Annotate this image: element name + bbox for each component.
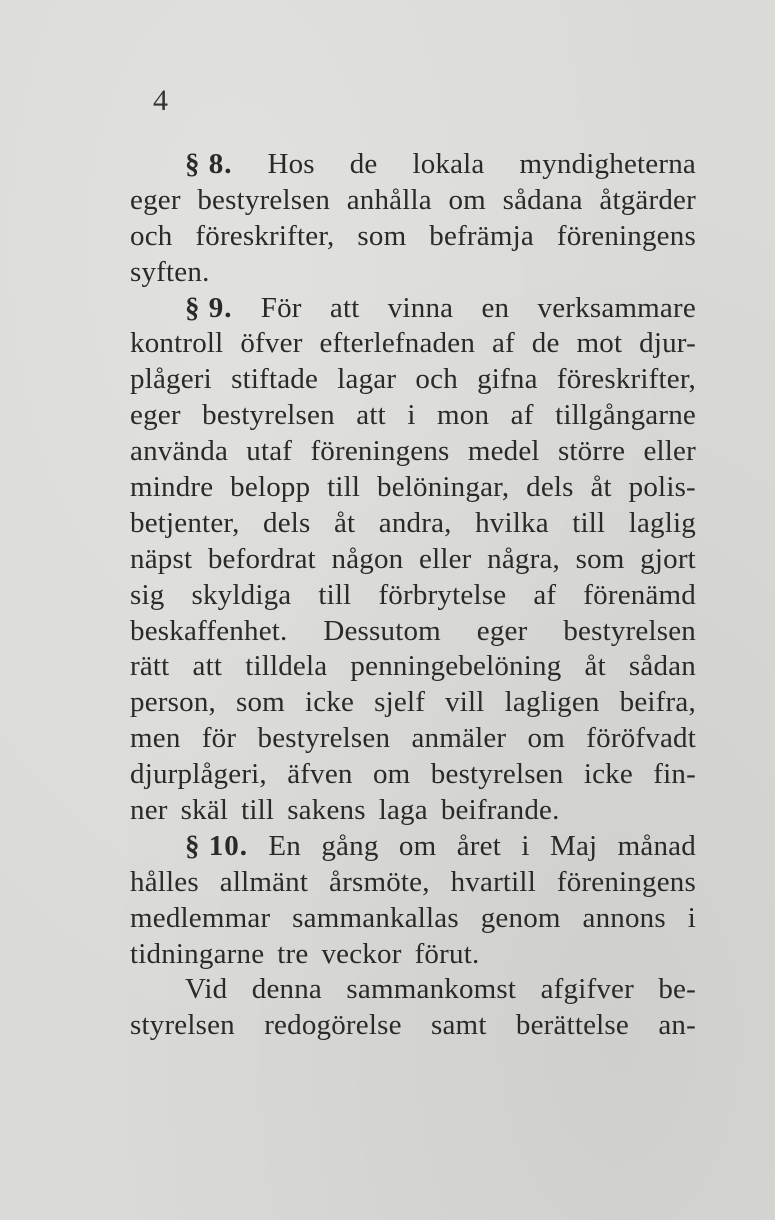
text-line: [130, 506, 696, 542]
section-marker: § 10.: [185, 829, 248, 862]
word: person,: [130, 686, 216, 719]
word: eller: [643, 435, 696, 468]
word: vill: [445, 686, 485, 719]
word: befrämja: [429, 219, 534, 252]
word: polis-: [628, 471, 696, 504]
text-line: [130, 219, 696, 255]
word: styrelsen: [130, 1009, 235, 1042]
word: bestyrelsen: [430, 758, 564, 791]
word: de: [531, 327, 560, 360]
word: året: [456, 829, 501, 862]
word: till: [318, 578, 352, 611]
word: Hos: [267, 148, 315, 180]
word: lagar: [337, 363, 397, 396]
word: sammankomst: [346, 973, 517, 1006]
word: efterlefnaden: [319, 327, 476, 360]
word: att: [329, 291, 360, 324]
word: föreskrifter,: [556, 363, 696, 396]
word: någon: [331, 542, 404, 575]
word: sjelf: [374, 686, 426, 719]
text-line: [130, 865, 696, 901]
word: att: [356, 399, 386, 432]
word: rätt: [130, 650, 170, 683]
word: be-: [658, 973, 696, 1006]
word: en: [481, 291, 510, 324]
word: förbrytelse: [378, 578, 507, 611]
word: dels: [526, 471, 574, 504]
word: annons: [582, 901, 666, 934]
text-line: [130, 542, 696, 578]
text-line: [130, 147, 696, 183]
text-line: [130, 578, 696, 614]
word: i: [687, 901, 696, 934]
word: men: [130, 722, 181, 755]
text-line: [130, 972, 696, 1008]
word: eller: [419, 542, 472, 575]
word: afgifver: [540, 973, 634, 1006]
word: hålles: [130, 865, 199, 898]
word: beskaffenhet.: [130, 614, 288, 647]
section-marker: § 9.: [185, 291, 233, 324]
word: laglig: [628, 506, 696, 539]
word: och: [415, 363, 458, 396]
word: betjenter,: [130, 506, 240, 539]
word: af: [533, 578, 557, 611]
text-line: [130, 649, 696, 685]
word: om: [448, 183, 486, 216]
word: förut.: [414, 937, 480, 970]
word: månad: [617, 829, 696, 862]
word: några,: [487, 542, 560, 575]
word: hvartill: [450, 865, 536, 898]
word: de: [349, 148, 378, 180]
word: för: [201, 722, 237, 755]
word: redogörelse: [264, 1009, 402, 1042]
word: fin-: [653, 758, 696, 791]
word: hvilka: [475, 506, 549, 539]
text-line: [130, 614, 696, 650]
word: öfver: [240, 327, 303, 360]
word: använda: [130, 435, 229, 468]
word: af: [510, 399, 534, 432]
word: sådana: [502, 183, 583, 216]
word: årsmöte,: [329, 865, 430, 898]
text-line: [130, 291, 696, 327]
word: till: [327, 471, 361, 504]
text-line: [130, 326, 696, 362]
word: sammankallas: [292, 901, 459, 934]
word: i: [521, 829, 530, 862]
word: om: [398, 829, 437, 862]
word: befordrat: [207, 542, 316, 575]
word: kontroll: [130, 327, 224, 360]
word: och: [130, 219, 173, 252]
text-line: [130, 685, 696, 721]
word: föreningens: [556, 865, 696, 898]
word: an-: [658, 1009, 696, 1042]
word: mot: [576, 327, 623, 360]
word: belopp: [230, 471, 311, 504]
word: stiftade: [231, 363, 319, 396]
text-line: [130, 183, 696, 219]
text-line: [130, 362, 696, 398]
text-line: [130, 470, 696, 506]
word: bestyrelsen: [197, 183, 331, 216]
body-text: [130, 147, 696, 1044]
word: skyldiga: [191, 578, 292, 611]
word: af: [491, 327, 515, 360]
word: tilldela: [245, 650, 328, 683]
word: som: [357, 219, 407, 252]
word: lokala: [412, 148, 485, 180]
word: åt: [590, 471, 612, 504]
word: anmäler: [411, 722, 507, 755]
word: medel: [467, 435, 540, 468]
text-line: [130, 757, 696, 793]
word: gifna: [477, 363, 538, 396]
word: sig: [130, 578, 165, 611]
word: tidningarne: [130, 937, 265, 970]
word: medlemmar: [130, 901, 271, 934]
word: anhålla: [346, 183, 432, 216]
word: beifra,: [619, 686, 696, 719]
word: i: [407, 399, 416, 432]
word: eger: [130, 183, 181, 216]
word: denna: [251, 973, 323, 1006]
text-line: [130, 793, 696, 829]
word: åtgärder: [599, 183, 696, 216]
word: icke: [583, 758, 633, 791]
word: gång: [321, 829, 379, 862]
text-line: [130, 255, 696, 291]
word: sådan: [628, 650, 696, 683]
word: Dessutom: [323, 614, 441, 647]
word: mindre: [130, 471, 214, 504]
word: djurplågeri,: [130, 758, 267, 791]
word: Maj: [549, 829, 598, 862]
word: större: [557, 435, 626, 468]
word: bestyrelsen: [202, 399, 335, 432]
word: belöningar,: [377, 471, 510, 504]
word: föreskrifter,: [195, 219, 335, 252]
word: föreningens: [310, 435, 450, 468]
word: djur-: [639, 327, 696, 360]
word: vinna: [387, 291, 454, 324]
word: samt: [431, 1009, 487, 1042]
word: om: [372, 758, 411, 791]
word: sakens: [287, 794, 366, 827]
word: som: [236, 686, 285, 719]
text-line: [130, 398, 696, 434]
word: penningebelöning: [350, 650, 562, 683]
word: myndigheterna: [519, 148, 696, 180]
word: dels: [263, 506, 311, 539]
word: berättelse: [515, 1009, 629, 1042]
word: förenämd: [583, 578, 696, 611]
word: För: [260, 291, 302, 324]
word: näpst: [130, 542, 193, 575]
word: till: [572, 506, 606, 539]
word: tre: [277, 937, 309, 970]
word: äfven: [287, 758, 353, 791]
word: En: [268, 829, 301, 862]
text-line: [130, 1008, 696, 1044]
word: genom: [480, 901, 561, 934]
page-number: 4: [153, 84, 168, 117]
word: bestyrelsen: [257, 722, 391, 755]
word: andra,: [378, 506, 452, 539]
word: gjort: [640, 542, 696, 575]
word: verksammare: [537, 291, 696, 324]
word: ner: [130, 794, 168, 827]
word: icke: [304, 686, 355, 719]
word: om: [527, 722, 566, 755]
word: föröfvadt: [586, 722, 696, 755]
text-line: [130, 434, 696, 470]
text-line: [130, 829, 696, 865]
word: utaf: [246, 435, 293, 468]
text-line: [130, 937, 696, 973]
word: Vid: [185, 973, 228, 1006]
word: allmänt: [219, 865, 309, 898]
word: eger: [476, 614, 528, 647]
word: till: [241, 794, 275, 827]
word: åt: [584, 650, 606, 683]
word: mon: [437, 399, 490, 432]
section-marker: § 8.: [185, 148, 233, 180]
text-line: [130, 721, 696, 757]
word: lagligen: [504, 686, 600, 719]
word: laga: [378, 794, 428, 827]
word: skäl: [180, 794, 229, 827]
word: att: [192, 650, 223, 683]
word: plågeri: [130, 363, 212, 396]
word: åt: [333, 506, 356, 539]
word: veckor: [321, 937, 402, 970]
word: syften.: [130, 255, 210, 288]
word: som: [575, 542, 625, 575]
text-line: [130, 901, 696, 937]
word: bestyrelsen: [563, 614, 696, 647]
word: föreningens: [556, 219, 696, 252]
word: beifrande.: [440, 794, 560, 827]
word: eger: [130, 399, 181, 432]
word: tillgångarne: [555, 399, 696, 432]
